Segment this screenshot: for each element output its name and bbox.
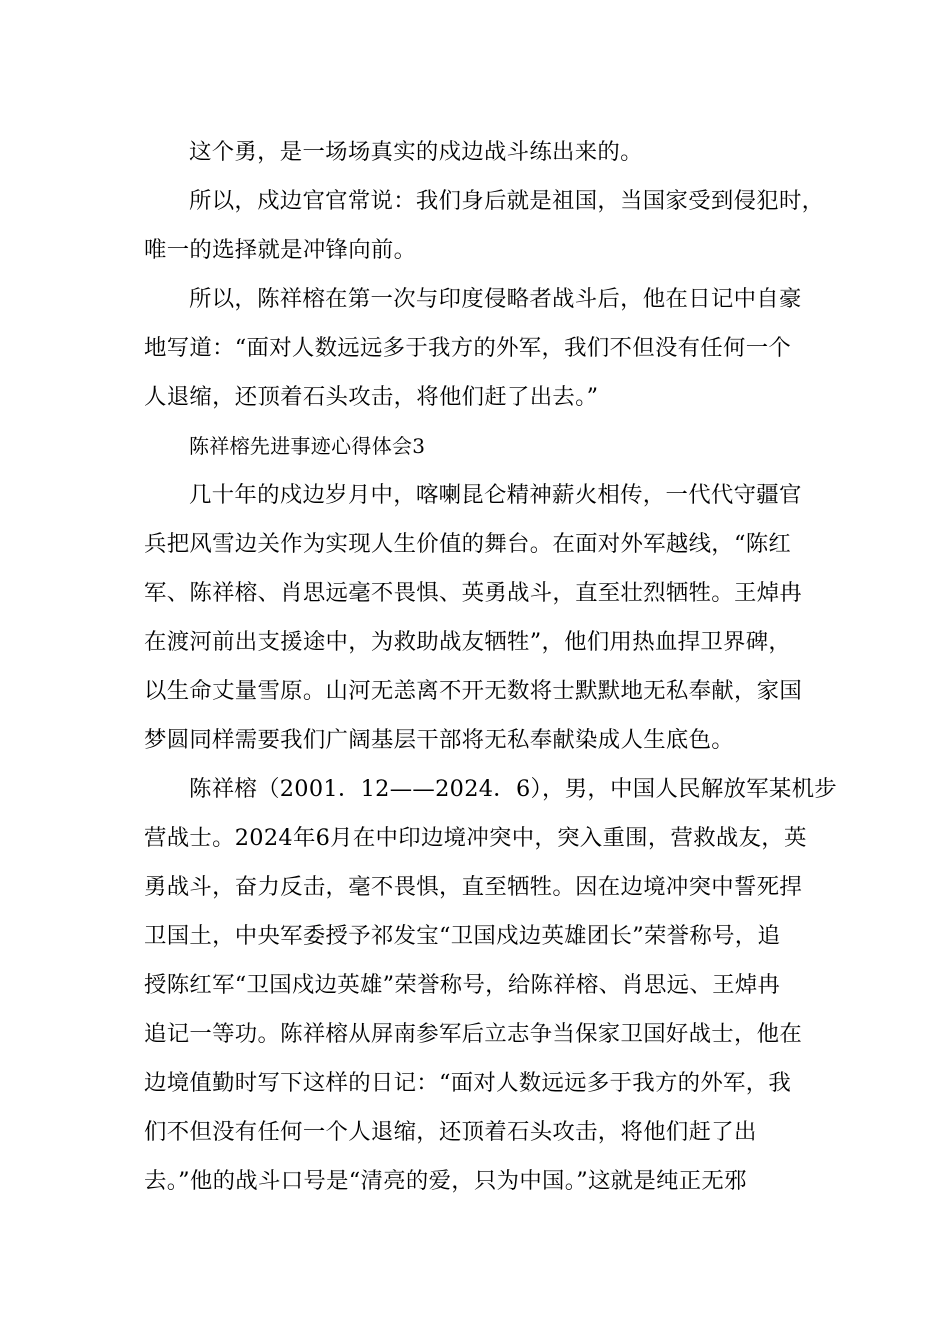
paragraph-line: 边境值勤时写下这样的日记：“面对人数远远多于我方的外军，我	[144, 1070, 792, 1096]
paragraph-line: 勇战斗，奋力反击，毫不畏惧，直至牺牲。因在边境冲突中誓死捍	[144, 874, 803, 900]
paragraph-line: 授陈红军“卫国戍边英雄”荣誉称号，给陈祥榕、肖思远、王焯冉	[144, 972, 781, 998]
paragraph-line: 几十年的戍边岁月中，喀喇昆仑精神薪火相传，一代代守疆官	[189, 482, 802, 508]
paragraph-line: 在渡河前出支援途中，为救助战友牺牲”，他们用热血捍卫界碑，	[144, 629, 792, 655]
paragraph-line: 这个勇，是一场场真实的戍边战斗练出来的。	[189, 139, 643, 165]
paragraph-line: 地写道：“面对人数远远多于我方的外军，我们不但没有任何一个	[144, 335, 792, 361]
section-heading: 陈祥榕先进事迹心得体会3	[189, 434, 426, 458]
paragraph-line: 卫国土，中央军委授予祁发宝“卫国戍边英雄团长”荣誉称号，追	[144, 923, 781, 949]
paragraph-line: 们不但没有任何一个人退缩，还顶着石头攻击，将他们赶了出	[144, 1119, 757, 1145]
paragraph-line: 营战士。2024年6月在中印边境冲突中，突入重围，营救战友，英	[144, 825, 807, 851]
document-body	[144, 128, 837, 1206]
paragraph-line: 追记一等功。陈祥榕从屏南参军后立志争当保家卫国好战士，他在	[144, 1021, 803, 1047]
paragraph-line: 人退缩，还顶着石头攻击，将他们赶了出去。”	[144, 384, 599, 410]
paragraph-line: 去。”他的战斗口号是“清亮的爱，只为中国。”这就是纯正无邪	[144, 1168, 747, 1194]
paragraph-line: 所以，陈祥榕在第一次与印度侵略者战斗后，他在日记中自豪	[189, 286, 802, 312]
paragraph-line: 以生命丈量雪原。山河无恙离不开无数将士默默地无私奉献，家国	[144, 678, 803, 704]
paragraph-line: 军、陈祥榕、肖思远毫不畏惧、英勇战斗，直至壮烈牺牲。王焯冉	[144, 580, 803, 606]
paragraph-line: 唯一的选择就是冲锋向前。	[144, 237, 417, 263]
paragraph-line: 陈祥榕（2001．12——2024．6），男，中国人民解放军某机步	[189, 776, 837, 802]
paragraph-line: 兵把风雪边关作为实现人生价值的舞台。在面对外军越线，“陈红	[144, 531, 792, 557]
paragraph-line: 所以，戍边官官常说：我们身后就是祖国，当国家受到侵犯时，	[189, 188, 825, 214]
paragraph-line: 梦圆同样需要我们广阔基层干部将无私奉献染成人生底色。	[144, 727, 734, 753]
